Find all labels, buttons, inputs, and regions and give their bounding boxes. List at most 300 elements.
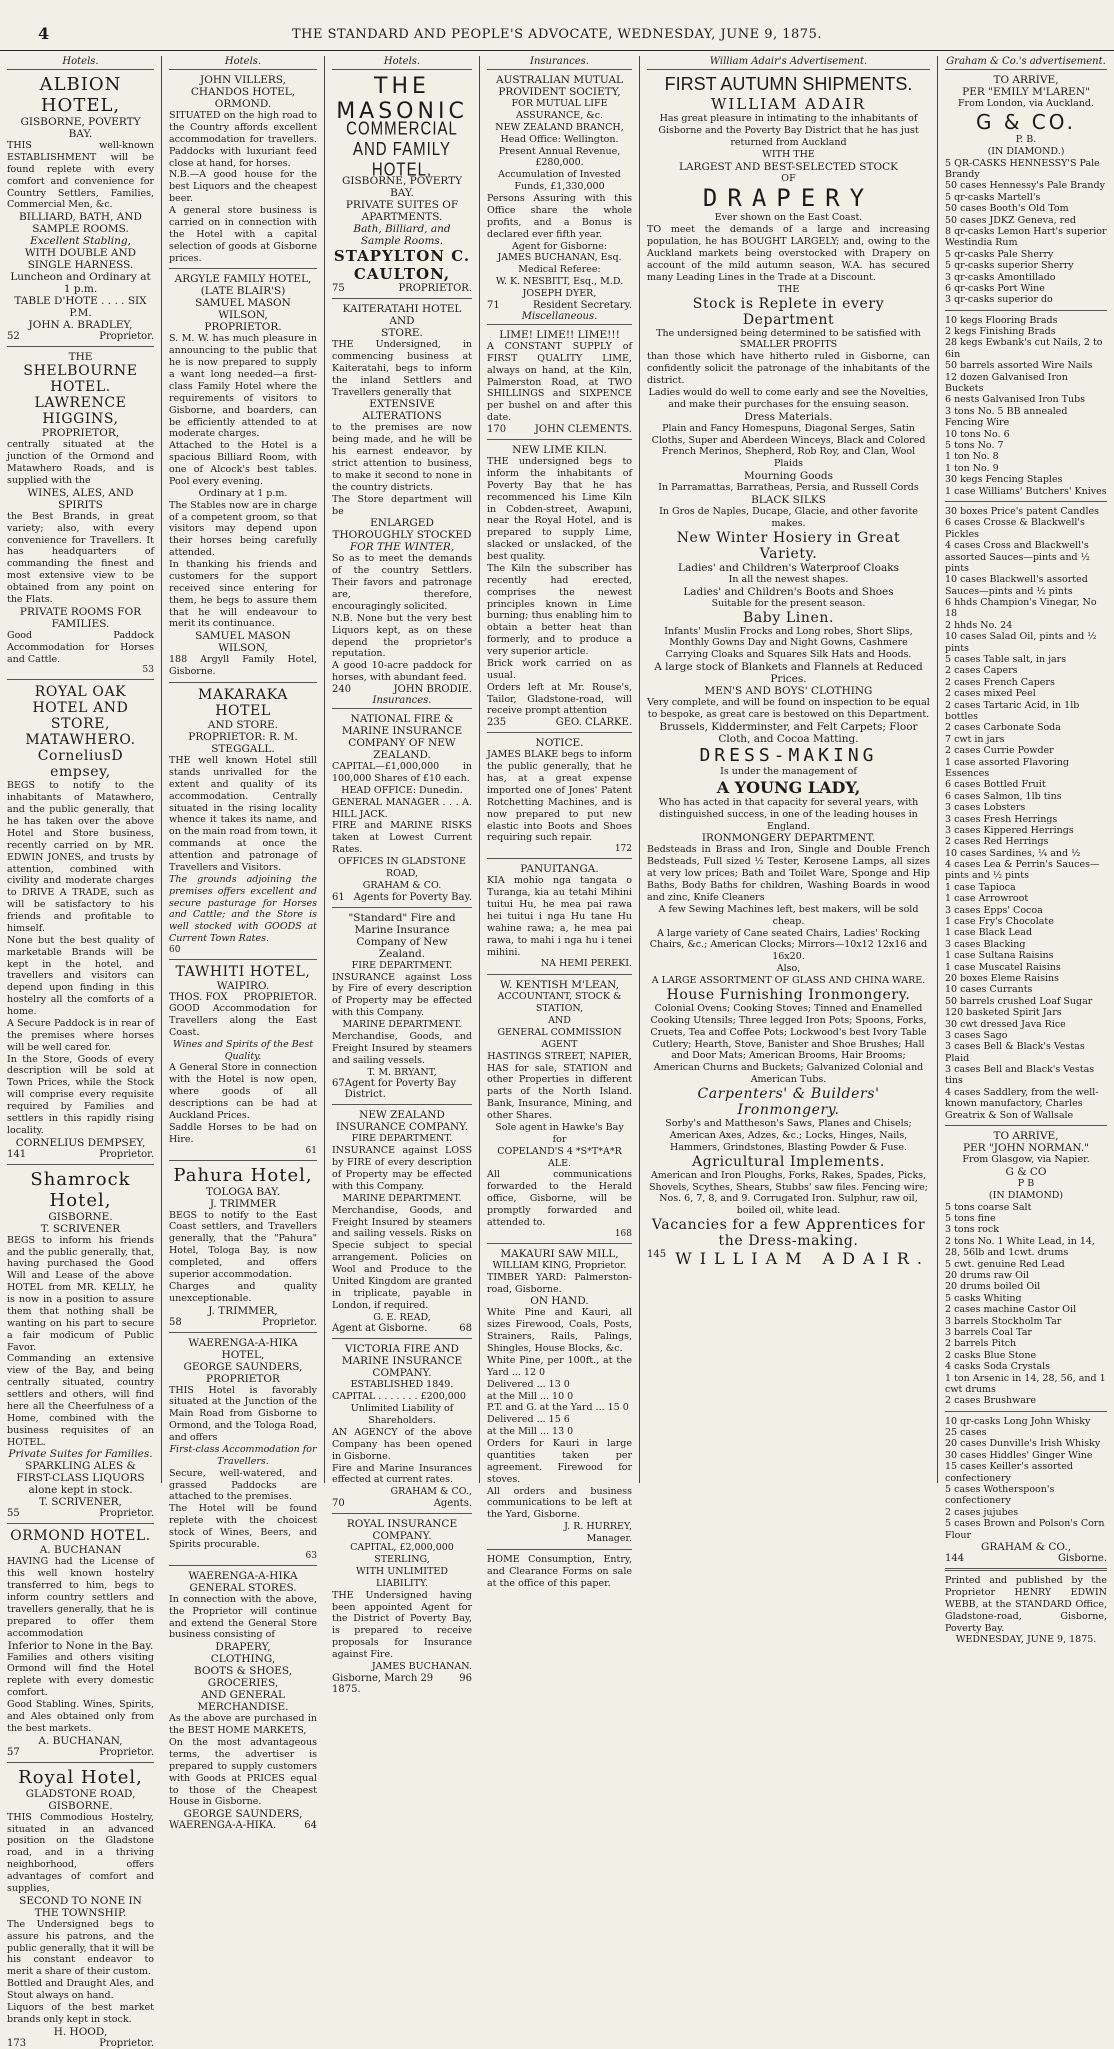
divider <box>332 1513 472 1514</box>
nz-insurance-title: NEW ZEALAND INSURANCE COMPANY. <box>335 1109 469 1134</box>
pahura-signature: J. TRIMMER, <box>208 1304 278 1317</box>
ormond-owner: A. BUCHANAN <box>39 1544 122 1557</box>
ad-number: 61 <box>332 891 345 903</box>
carpenters-ironmongery: Carpenters' & Builders' Ironmongery. <box>697 1086 880 1118</box>
list-item: 6 qr-casks Port Wine <box>945 282 1045 294</box>
list-item: 120 basketed Spirit Jars <box>945 1007 1062 1019</box>
ad-number: 67 <box>332 1078 345 1090</box>
column-header: Hotels. <box>7 56 154 70</box>
list-item: 30 cwt dressed Java Rice <box>945 1018 1066 1030</box>
royal-oak-text3: A Secure Paddock is in rear of the premises where horses will be well cared for. <box>7 1017 154 1053</box>
list-item: 5 QR-CASKS HENNESSY'S Pale Brandy <box>945 157 1100 181</box>
divider <box>332 907 472 908</box>
national-agents-line: Agents for Poverty Bay. <box>353 891 472 903</box>
pahura-signoff <box>169 1317 317 1328</box>
royal-oak-text: BEGS to notify to the inhabitants of Matawhero, and the public generally, that he has taken over the above Hotel and Store business, recently carried on by MR. EDWIN JONES, and trusts by attention, combined with civility and moderate charges to DRIVE A TRADE, such as will be satisfactory to his friends and profitable to himself. <box>7 780 154 934</box>
ad-number: 144 <box>945 1553 965 1564</box>
kaiteratahi-text2: to the premises are now being made, and he will be his earnest endeavor, by strict attention to business, to make it second to none in the country districts. <box>332 422 472 493</box>
masthead <box>0 0 1114 46</box>
divider <box>169 268 317 269</box>
royal-text2: The Undersigned begs to assure his patrons, and the public generally, that it will be his constant endeavor to merit a share of their custom. <box>7 1918 154 1978</box>
list-item: 2 cases French Capers <box>945 676 1055 688</box>
argyle-text: S. M. W. has much pleasure in announcing to the public that he is now prepared to supply a want long needed—a first-class Family Hotel where the requirements of visitors to Gisborne, and boarders, can be efficiently attended to at moderate charges. <box>169 333 317 440</box>
ship-john-norman: PER "JOHN NORMAN." <box>962 1142 1090 1155</box>
adair-ladies: Ladies would do well to come early and see the Novelties, and make their purchases for the ensuing season. <box>648 386 929 410</box>
signature-place: WAERENGA-A-HIKA. <box>169 1820 277 1832</box>
makaraka-title: MAKARAKA HOTEL <box>198 687 288 719</box>
amp-secretary: JOSEPH DYER, <box>522 288 597 299</box>
divider <box>169 1565 317 1566</box>
divider <box>487 1243 632 1244</box>
divider <box>332 1104 472 1105</box>
kaiteratahi-paddock: A good 10-acre paddock for horses, with abundant feed. <box>332 660 472 684</box>
pahura-text: BEGS to notify to the East Coast settlers, and Travellers generally, that the "Pahura" Hotel, Tologa Bay, is now completed, and offers superior accommodation. <box>169 1209 317 1280</box>
waerenga-store-general: AND GENERAL MERCHANDISE. <box>197 1689 289 1714</box>
list-item: 2 tons No. 1 White Lead, in 14, 28, 56lb and 1cwt. drums <box>945 1235 1095 1259</box>
victoria-signature: GRAHAM & CO., <box>390 1486 472 1498</box>
divider <box>169 959 317 960</box>
standard-signoff <box>332 1078 472 1100</box>
list-item: 10 cases Blackwell's assorted Sauces—pints and ½ pints <box>945 574 1088 597</box>
mark-diamond: (IN DIAMOND.) <box>987 145 1065 157</box>
chandos-nb: N.B.—A good house for the best Liquors and the cheapest beer. <box>169 169 317 205</box>
kaiteratahi-nb: N.B. None but the very best Liquors kept, as on these depend the proprietor's reputation. <box>332 612 472 660</box>
list-item: 50 barrels assorted Wire Nails <box>945 360 1093 372</box>
tawhiti-owner-title: PROPRIETOR. <box>243 992 317 1003</box>
list-item: 3 tons No. 5 BB annealed Fencing Wire <box>945 405 1068 429</box>
young-lady-text: Who has acted in that capacity for several years, with distinguished success, in one of the leading houses in England. <box>658 796 919 832</box>
list-item: 2 cases mixed Peel <box>945 688 1036 700</box>
waerenga-store-clothing: CLOTHING, <box>210 1653 276 1666</box>
nz-insurance-fire: FIRE DEPARTMENT. <box>351 1133 453 1145</box>
list-item: 10 cases Sardines, ¼ and ½ <box>945 847 1081 859</box>
masonic-title: THE MASONIC <box>336 74 468 124</box>
kaiteratahi-signature: JOHN BRODIE. <box>393 684 472 695</box>
graham-signature: GRAHAM & CO., <box>980 1541 1072 1553</box>
divider <box>332 1338 472 1339</box>
shamrock-owner: T. SCRIVENER <box>40 1222 121 1235</box>
masonic-place: GISBORNE, POVERTY BAY. <box>341 175 463 199</box>
list-item: 28 kegs Ewbank's cut Nails, 2 to 6in <box>945 337 1103 360</box>
makauri-price: at the Mill ... 13 0 <box>487 1426 574 1438</box>
ad-number: 60 <box>169 945 181 955</box>
nz-insurance-text2: Merchandise, Goods, and Freight Insured by steamers and sailing vessels. Risks on Specie subject to special arrangement. Policies on Wool and Produce to the United Kingdom are granted in triplicate, payable in London, if required. <box>332 1204 472 1311</box>
makauri-owner: WILLIAM KING, Proprietor. <box>492 1259 627 1271</box>
column-2 <box>162 56 325 1832</box>
kentish-sub: ACCOUNTANT, STOCK & STATION, <box>497 991 622 1015</box>
standard-signature: T. M. BRYANT, <box>367 1066 437 1078</box>
waerenga-first: First-class Accommodation for Travellers. <box>169 1443 317 1467</box>
winter-hosiery: New Winter Hosiery in Great Variety. <box>676 529 901 562</box>
standard-agent: Agent for Poverty Bay District. <box>344 1078 457 1101</box>
amp-medical-name: W. K. NESBITT, Esq., M.D. <box>495 276 624 288</box>
albion-proprietor: JOHN A. BRADLEY, <box>28 319 133 332</box>
makauri-text3: All orders and business communications to be left at the Yard, Gisborne. <box>487 1485 632 1521</box>
list-item: 12 dozen Galvanised Iron Buckets <box>945 371 1068 395</box>
ormond-signoff <box>7 1747 154 1758</box>
amp-agent-label: Agent for Gisborne: <box>511 240 608 252</box>
albion-text: THIS well-known ESTABLISHMENT will be found replete with every comfort and convenience for Country Settlers, Families, Commercial Men, &c. <box>7 140 154 211</box>
shamrock-text: BEGS to inform his friends and the public generally, that, having purchased the Good Will and Lease of the above HOTEL from MR. KELLY, he is now in a position to assure them that nothing shall be wanting on his part to secure a fair modicum of Public Favor. <box>7 1234 154 1353</box>
ad-number: 57 <box>7 1746 20 1758</box>
royal-place: GLADSTONE ROAD, GISBORNE. <box>25 1787 136 1812</box>
ad-number: 75 <box>332 283 345 294</box>
makauri-price: White Pine, per 100ft., at the Yard ... 12 0 <box>487 1354 632 1378</box>
ormond-inferior: Inferior to None in the Bay. <box>7 1639 154 1652</box>
shamrock-text2: Commanding an extensive view of the Bay, and being centrally situated, country settlers and others, will find here all the Cheerfulness of a Home, combined with the business requisites of an HOTEL. <box>7 1353 154 1448</box>
makauri-signature: J. R. HURREY, <box>564 1521 632 1533</box>
national-title: NATIONAL FIRE & MARINE INSURANCE COMPANY OF NEW ZEALAND. <box>341 713 463 761</box>
list-item: 5 casks Whiting <box>945 1292 1022 1304</box>
list-item: 10 tons No. 6 <box>945 428 1010 440</box>
pahura-title: Pahura Hotel, <box>173 1164 313 1186</box>
list-item: 5 cases Wotherspoon's confectionery <box>945 1484 1055 1507</box>
shelbourne-title: SHELBOURNE HOTEL. <box>23 363 138 396</box>
argyle-text2: Attached to the Hotel is a spacious Billiard Room, with one of Alcock's best tables. Pool every evening. <box>169 440 317 487</box>
waerenga-store-text2: As the above are purchased in the BEST HOME MARKETS, <box>169 1713 317 1737</box>
g-and-co-mark: G & CO <box>1005 1165 1047 1178</box>
column-header: Hotels. <box>332 56 472 70</box>
ad-number: 53 <box>142 665 154 676</box>
kiln-signoff <box>487 717 632 728</box>
list-item: 5 cases Table salt, in jars <box>945 654 1067 666</box>
national-text: FIRE and MARINE RISKS taken at Lowest Current Rates. <box>332 820 472 856</box>
kentish-text3: All communications forwarded to the Herald office, Gisborne, will be promptly forwarded and attended to. <box>487 1169 632 1228</box>
makauri-title: MAKAURI SAW MILL, <box>500 1247 619 1260</box>
shelbourne-wines: WINES, ALES, AND SPIRITS <box>27 486 134 511</box>
list-item: 2 barrels Pitch <box>945 1338 1017 1350</box>
divider <box>945 1411 1107 1412</box>
national-head-office: HEAD OFFICE: Dunedin. <box>341 784 463 796</box>
from-glasgow: From Glasgow, via Napier. <box>962 1154 1090 1166</box>
royal-liquors: Liquors of the best market brands only kept in stock. <box>7 2001 154 2025</box>
victoria-established: ESTABLISHED 1849. <box>350 1379 454 1391</box>
list-item: 5 qr-casks Pale Sherry <box>945 248 1054 260</box>
waerenga-store-text3: On the most advantageous terms, the advertiser is prepared to supply customers with Goods at PRICES equal to those of the Cheapest House in Gisborne. <box>169 1737 317 1808</box>
masonic-private: PRIVATE SUITES OF APARTMENTS. <box>345 199 459 223</box>
waerenga-owner: GEORGE SAUNDERS, PROPRIETOR <box>183 1360 303 1385</box>
column-5 <box>640 56 938 1483</box>
house-furnishing: House Furnishing Ironmongery. <box>666 986 911 1003</box>
adair-signoff <box>647 1249 930 1268</box>
mens-clothing: MEN'S AND BOYS' CLOTHING <box>704 685 873 698</box>
tawhiti-owner-row <box>169 992 317 1003</box>
list-item: 1 case Arrowroot <box>945 893 1029 905</box>
divider <box>169 1160 317 1161</box>
carpets: Brussels, Kidderminster, and Felt Carpets; Floor Cloth, and Cocoa Matting. <box>659 720 918 745</box>
chandos-text2: A general store business is carried on in connection with the Hotel with a capital selection of goods at Gisborne prices. <box>169 205 317 264</box>
ad-number: 168 <box>614 1228 632 1239</box>
ad-number: 64 <box>304 1820 317 1832</box>
baby-linen: Baby Linen. <box>742 609 835 626</box>
argyle-text3: In thanking his friends and customers for the support received since entering for them, he begs to assure them that he will endeavour to merit its continuance. <box>169 559 317 630</box>
albion-title: ALBION HOTEL, <box>39 74 122 116</box>
victoria-unlimited: Unlimited Liability of Shareholders. <box>350 1403 454 1426</box>
divider <box>7 1523 154 1524</box>
makauri-price: Delivered ... 15 6 <box>487 1414 570 1426</box>
list-item: 3 cases Lobsters <box>945 802 1026 814</box>
to-arrive-2: TO ARRIVE, <box>993 1130 1059 1143</box>
royal-signature: H. HOOD, <box>53 2025 108 2038</box>
list-item: 1 case Sultana Raisins <box>945 950 1054 962</box>
groceries-list <box>945 506 1107 1121</box>
ironmongery-text: Bedsteads in Brass and Iron, Single and Double French Bedsteads, Full sized ½ Tester, Kerosene Lamps, all sizes at very low prices; Bath and Toilet Ware, Sponge and Hip Baths, Body Baths for children, Washing Boards in wood and zinc, Knife Cleaners <box>647 844 930 903</box>
tawhiti-saddle: Saddle Horses to be had on Hire. <box>169 1121 317 1145</box>
forms-notice: HOME Consumption, Entry, and Clearance Forms on sale at the office of this paper. <box>487 1553 632 1589</box>
makauri-yard: TIMBER YARD: Palmerston-road, Gisborne. <box>487 1271 632 1295</box>
victoria-capital: CAPITAL . . . . . . . £200,000 <box>332 1391 466 1403</box>
royal-insurance-text: THE Undersigned having been appointed Agent for the District of Poverty Bay, is prepared to receive proposals for Insurance against Fire. <box>332 1589 472 1660</box>
nz-insurance-agent: Agent at Gisborne. <box>332 1323 428 1335</box>
divider <box>7 679 154 680</box>
list-item: 3 cases Kippered Herrings <box>945 824 1074 836</box>
makaraka-grounds: The grounds adjoining the premises offers excellent and secure pasturage for Horses and Cattle; and the Store is well stocked with GOODS at Current Town Rates. <box>169 873 317 945</box>
argyle-ordinary: Ordinary at 1 p.m. <box>198 487 288 499</box>
list-item: 2 hhds No. 24 <box>945 619 1013 631</box>
waerenga-text2: The Hotel will be found replete with the choicest stock of Wines, Beers, and Spirits procurable. <box>169 1503 317 1550</box>
list-item: 1 case Tapioca <box>945 881 1016 893</box>
amp-text: Persons Assuring with this Office share the whole profits, and a Bonus is declared ever fifth year. <box>487 193 632 240</box>
black-silks-text: In Gros de Naples, Ducape, Glacie, and other favorite makes. <box>659 506 918 529</box>
albion-signoff <box>7 331 154 342</box>
dressmaking-mgmt: Is under the management of <box>720 765 857 777</box>
albion-billiard: BILLIARD, BATH, AND SAMPLE ROOMS. <box>19 211 142 236</box>
stock-replete: Stock is Replete in every Department <box>692 295 885 328</box>
list-item: 2 cases Carbonate Soda <box>945 722 1061 734</box>
column-header: Hotels. <box>169 56 317 70</box>
national-agents: GRAHAM & CO. <box>362 879 442 891</box>
pahura-charges: Charges and quality unexceptionable. <box>169 1280 317 1304</box>
makaraka-text: THE well known Hotel still stands unrivalled for the extent and quality of its accommodation. Centrally situated in the rising locality whence it takes its name, and on the main road from town, it commands at once the attention and patronage of Travellers and Visitors. <box>169 755 317 873</box>
royal-insurance-signature: JAMES BUCHANAN. <box>371 1660 472 1672</box>
stores-list <box>945 1202 1107 1407</box>
kiln-text3: Brick work carried on as usual. <box>487 657 632 681</box>
shelbourne-text: centrally situated at the junction of the Ormond and Matawhero Roads, and is supplied with the <box>7 439 154 486</box>
masonic-rooms: Bath, Billiard, and Sample Rooms. <box>353 223 451 247</box>
mourning-goods-text: In Parramattas, Barratheas, Persia, and Russell Cords <box>658 482 919 494</box>
mark-diamond-2: (IN DIAMOND) <box>988 1189 1064 1201</box>
ad-number: 55 <box>7 1508 20 1520</box>
ad-number: 170 <box>487 424 507 435</box>
royal-oak-signoff <box>7 1149 154 1160</box>
national-manager: GENERAL MANAGER . . . A. HILL JACK. <box>332 796 472 820</box>
list-item: 8 qr-casks Lemon Hart's superior Westindia Rum <box>945 225 1107 249</box>
list-item: 3 qr-casks superior do <box>945 294 1053 306</box>
column-header: Graham & Co.'s advertisement. <box>945 56 1107 70</box>
page-number: 4 <box>38 24 50 43</box>
list-item: 10 cases Currants <box>945 984 1033 996</box>
kiln-signature: GEO. CLARKE. <box>555 717 632 729</box>
list-item: 50 cases JDKZ Geneva, red <box>945 214 1076 226</box>
royal-oak-signature: CORNELIUS DEMPSEY, <box>15 1136 146 1149</box>
royal-insurance-date: Gisborne, March 29 1875. <box>332 1672 434 1695</box>
shamrock-title: Shamrock Hotel, <box>30 1168 131 1211</box>
adair-footer: WILLIAM ADAIR. <box>675 1249 930 1269</box>
proprietor-title: Proprietor. <box>99 1508 154 1520</box>
amp-medical-label: Medical Referee: <box>518 264 601 276</box>
column-6 <box>938 56 1114 1646</box>
list-item: 1 ton No. 9 <box>945 462 999 474</box>
mourning-goods: Mourning Goods <box>744 470 833 483</box>
list-item: 20 drums boiled Oil <box>945 1281 1041 1293</box>
masonic-owner: STAPYLTON C. CAULTON, <box>333 247 471 283</box>
graham-place: Gisborne. <box>1057 1553 1107 1564</box>
national-signoff <box>332 892 472 903</box>
spirits-list <box>945 158 1107 306</box>
notice-title: NOTICE. <box>535 737 584 750</box>
list-item: 2 cases jujubes <box>945 1506 1019 1518</box>
list-item: 6 hhds Champion's Vinegar, No 18 <box>945 597 1097 620</box>
royal-insurance-unlimited: WITH UNLIMITED LIABILITY. <box>356 1565 448 1589</box>
argyle-title: ARGYLE FAMILY HOTEL, <box>174 273 312 286</box>
chandos-owner: JOHN VILLERS, <box>200 74 286 86</box>
tawhiti-text2: A General Store in connection with the Hotel is now open, where goods of all descriptions can be had at Auckland Prices. <box>169 1062 317 1121</box>
list-item: 3 qr-casks Amontillado <box>945 271 1056 283</box>
divider <box>487 1549 632 1550</box>
divider <box>169 1332 317 1333</box>
kaiteratahi-and: AND <box>389 315 415 327</box>
list-item: 20 cases Dunville's Irish Whisky <box>945 1438 1101 1450</box>
notice-text: JAMES BLAKE begs to inform the public generally, that he has, at a great expense imported one of Jones' Patent Rotchetting Machines, and is now prepared to put new elastic into Boots and Shoes requiring such repair. <box>487 749 632 844</box>
victoria-title: VICTORIA FIRE AND MARINE INSURANCE COMPANY. <box>341 1343 463 1380</box>
list-item: 30 kegs Fencing Staples <box>945 474 1063 486</box>
divider <box>7 1164 154 1165</box>
lime-signature: JOHN CLEMENTS. <box>534 424 632 435</box>
makauri-text2: Orders for Kauri in large quantities taken per agreement. Firewood for stoves. <box>487 1438 632 1485</box>
albion-stabling: Excellent Stabling, <box>30 235 131 248</box>
shamrock-signature: T. SCRIVENER, <box>39 1496 122 1509</box>
royal-second: SECOND TO NONE IN THE TOWNSHIP. <box>19 1894 142 1919</box>
house-furnishing-text: Colonial Ovens; Cooking Stoves; Tinned and Enamelled Cooking Utensils; Three legged Iron Pots; Spoons, Forks, Cruets, Tea and Coffee Pots; Lockwood's best Ivory Table Cutlery; Hearth, Stove, Banister and Shoe Brushes; Hall and Door Mats; American Brooms, Hair Brooms; American Churns and Buckets; Galvanized Colonial and American Tubs. <box>650 1002 927 1086</box>
amp-branch: NEW ZEALAND BRANCH, <box>495 121 624 133</box>
shamrock-place: GISBORNE. <box>48 1210 113 1223</box>
column-header: William Adair's Advertisement. <box>647 56 930 70</box>
list-item: 50 cases Booth's Old Tom <box>945 203 1069 215</box>
list-item: 2 cases Red Herrings <box>945 836 1049 848</box>
shelbourne-owner: LAWRENCE HIGGINS, <box>34 395 127 428</box>
makaraka-sub: AND STORE. <box>207 719 279 731</box>
list-item: 10 kegs Flooring Brads <box>945 314 1058 326</box>
adair-ever: Ever shown on the East Coast. <box>714 212 863 224</box>
kentish-title: W. KENTISH M'LEAN, <box>500 979 619 992</box>
mark-pb-2: P B <box>1017 1177 1035 1189</box>
royal-title: Royal Hotel, <box>18 1766 143 1788</box>
royal-oak-text2: None but the best quality of marketable Brands will be kept in the hotel, and travellers and visitors can depend upon finding in this hostelry all the comforts of a home. <box>7 934 154 1017</box>
victoria-signoff <box>332 1498 472 1509</box>
black-silks: BLACK SILKS <box>751 494 826 506</box>
nz-insurance-signoff <box>332 1323 472 1334</box>
chandos-place: ORMOND. <box>214 98 272 110</box>
kaiteratahi-alterations: EXTENSIVE ALTERATIONS <box>362 398 442 423</box>
list-item: 1 case Williams' Butchers' Knives <box>945 485 1107 497</box>
amp-sub: FOR MUTUAL LIFE ASSURANCE, &c. <box>511 98 608 121</box>
divider <box>7 346 154 347</box>
list-item: 2 kegs Finishing Brads <box>945 326 1056 338</box>
young-lady: A YOUNG LADY, <box>716 777 861 797</box>
adair-text: TO meet the demands of a large and increasing population, he has BOUGHT LARGELY; and, owing to the Auckland markets being overstocked with Drapery on account of the mild autumn season, W.A. has secured many Leading Lines in the Trade at a Discount. <box>647 224 930 283</box>
amp-revenue: Present Annual Revenue, £280,000. <box>498 145 621 169</box>
ad-number: 172 <box>614 844 632 855</box>
argyle-owner: SAMUEL MASON WILSON, <box>195 297 291 322</box>
victoria-agents: Agents. <box>433 1498 472 1510</box>
shelbourne-owner-title: PROPRIETOR, <box>41 427 120 440</box>
amp-signoff <box>487 300 632 311</box>
ad-number: 141 <box>7 1148 27 1160</box>
kentish-agent: GENERAL COMMISSION AGENT <box>497 1026 622 1050</box>
panuitanga-title: PANUITANGA. <box>520 863 599 876</box>
divider <box>945 310 1107 311</box>
masonic-signoff <box>332 283 472 294</box>
nz-insurance-text: INSURANCE against LOSS by FIRE of every description of Property may be effected with this Company. <box>332 1145 472 1192</box>
dress-materials-text: Plain and Fancy Homespuns, Diagonal Serges, Satin Cloths, Super and Aberdeen Winceys, Black and Colored French Merinos, Shepherd, Rob Roy, and Clan, Wool Plaids <box>651 422 926 470</box>
ad-number: 173 <box>7 2037 27 2049</box>
list-item: 7 cwt in jars <box>945 733 1005 745</box>
list-item: 3 cases Bell & Black's Vestas Plaid <box>945 1041 1085 1064</box>
waerenga-store-text: In connection with the above, the Proprietor will continue and extend the General Store business consisting of <box>169 1593 317 1641</box>
list-item: 5 tons fine <box>945 1213 996 1225</box>
imprint-date: WEDNESDAY, JUNE 9, 1875. <box>955 1634 1097 1646</box>
victoria-text: AN AGENCY of the above Company has been opened in Gisborne. <box>332 1426 472 1462</box>
dress-materials: Dress Materials. <box>744 410 833 423</box>
ad-number: 58 <box>169 1316 182 1328</box>
from-london: From London, via Auckland. <box>957 98 1095 109</box>
list-item: 5 cwt. genuine Red Lead <box>945 1258 1065 1270</box>
royal-bottled: Bottled and Draught Ales, and Stout always on hand. <box>7 1978 154 2001</box>
list-item: 5 cases Brown and Polson's Corn Flour <box>945 1518 1105 1541</box>
list-item: 3 cases Fresh Herrings <box>945 813 1058 825</box>
ship-emily: PER "EMILY M'LAREN" <box>962 86 1090 98</box>
divider <box>487 439 632 440</box>
panuitanga-text: KIA mohio nga tangata o Turanga, kia au tetahi Mihini tuitui Hu, he mea pai rawa hei tuitui i nga Hu tane Hu wahine rawa; a, he mea pai rawa, to mahi i nga hu i tenei mihini. <box>487 875 632 958</box>
proprietor-title: Proprietor. <box>99 1746 154 1758</box>
list-item: 6 cases Bottled Fruit <box>945 779 1046 791</box>
amp-office: Head Office: Wellington. <box>500 133 619 145</box>
g-and-co-logo: G & CO. <box>975 109 1077 134</box>
royal-oak-owner: CorneliusD empsey, <box>37 748 124 781</box>
makauri-price: at the Mill ... 10 0 <box>487 1390 574 1402</box>
list-item: 1 case Black Lead <box>945 927 1033 939</box>
standard-text2: Merchandise, Goods, and Freight Insured by steamers and sailing vessels. <box>332 1030 472 1066</box>
albion-harness: WITH DOUBLE AND SINGLE HARNESS. <box>24 247 137 272</box>
proprietor-title: Proprietor. <box>99 2037 154 2049</box>
vacancies: Vacancies for a few Apprentices for the Dress-making. <box>651 1217 926 1250</box>
divider <box>945 501 1107 502</box>
waerenga-store-groceries: GROCERIES, <box>207 1677 279 1690</box>
tawhiti-title: TAWHITI HOTEL, <box>175 964 311 980</box>
ormond-title: ORMOND HOTEL. <box>10 1528 151 1545</box>
column-3 <box>325 56 480 1695</box>
list-item: 10 cases Salad Oil, pints and ½ pints <box>945 631 1097 654</box>
ormond-stabling: Good Stabling. Wines, Spirits, and Ales obtained only from the best markets. <box>7 1699 154 1734</box>
national-offices: OFFICES IN GLADSTONE ROAD, <box>338 856 466 879</box>
royal-oak-title: ROYAL OAK HOTEL AND STORE, MATAWHERO. <box>25 684 136 749</box>
ad-number: 71 <box>487 299 500 311</box>
adair-text2: than those which have hitherto ruled in Gisborne, can confidently solicit the patronage of the inhabitants of the district. <box>647 351 930 386</box>
waerenga-store-title: WAERENGA-A-HIKA GENERAL STORES. <box>188 1569 298 1594</box>
boots-suitable: Suitable for the present season. <box>711 597 866 609</box>
albion-luncheon: Luncheon and Ordinary at 1 p.m. <box>10 271 151 296</box>
ad-number: 70 <box>332 1498 345 1510</box>
standard-title: "Standard" Fire and Marine Insurance Company of New Zealand. <box>348 911 456 960</box>
makauri-price: Delivered ... 13 0 <box>487 1378 570 1390</box>
kaiteratahi-text: THE Undersigned, in commencing business at Kaiteratahi, begs to inform the inland Settlers and Travellers generally that <box>332 339 472 398</box>
list-item: 1 ton No. 8 <box>945 451 999 463</box>
ironmongery-title: IRONMONGERY DEPARTMENT. <box>701 832 876 845</box>
glass-china: A LARGE ASSORTMENT OF GLASS AND CHINA WARE. <box>651 975 926 986</box>
albion-place: GISBORNE, POVERTY BAY. <box>20 116 141 140</box>
list-item: 1 case assorted Flavoring Essences <box>945 756 1069 779</box>
ad-number: 96 <box>459 1672 472 1684</box>
